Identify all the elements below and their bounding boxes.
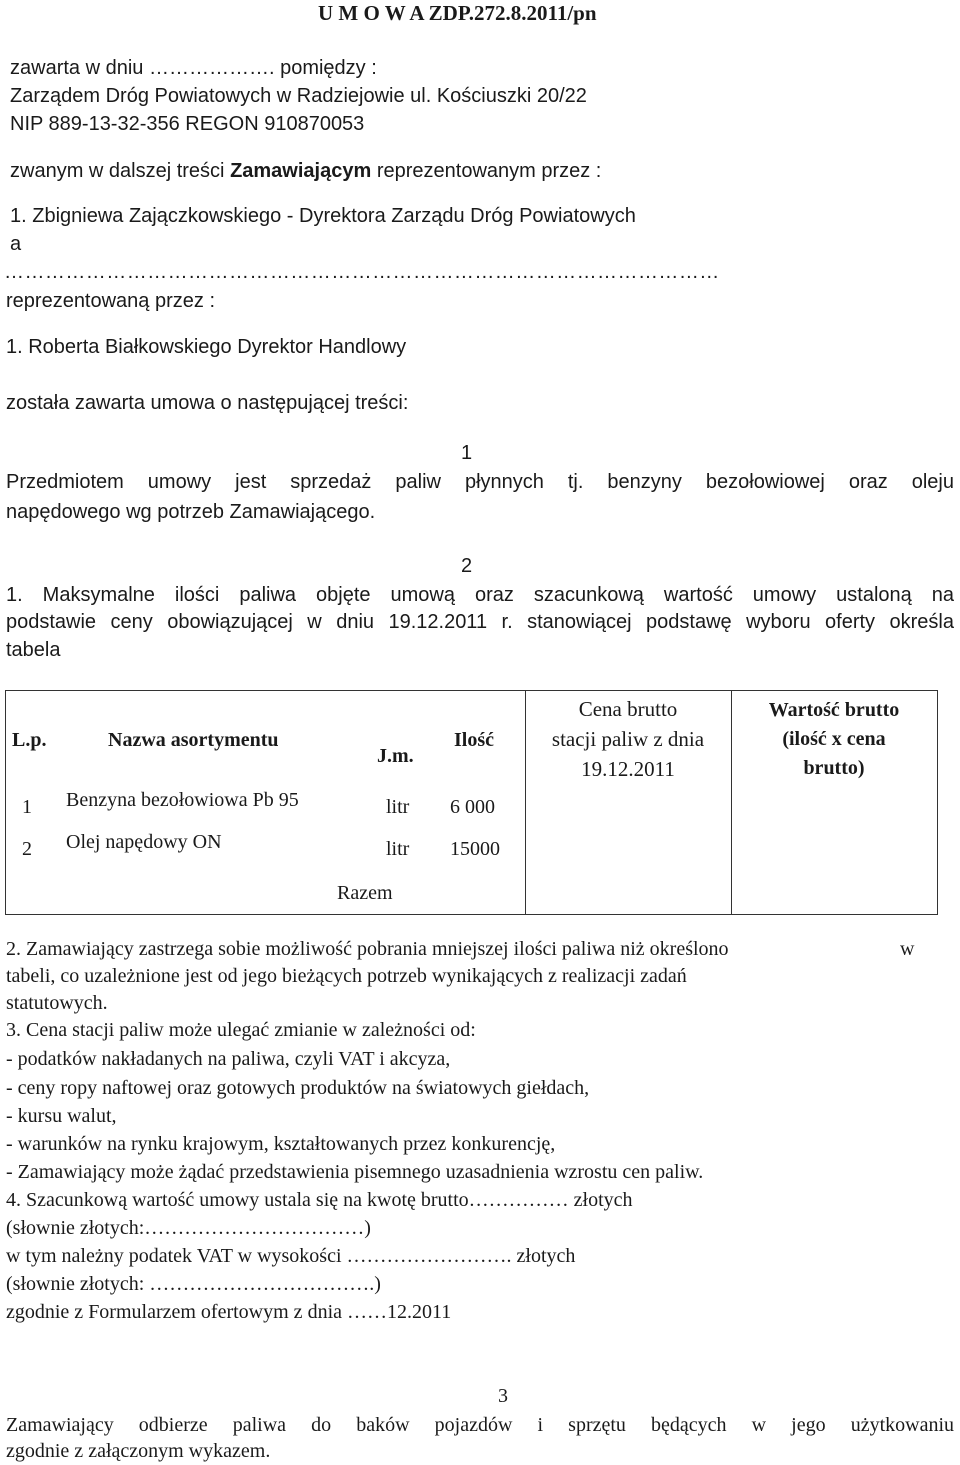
section-3-text-line1: Zamawiający odbierze paliwa do baków pojazdów i sprzętu będących w jego użytkowaniu: [6, 1414, 954, 1436]
table-header-price: Cena brutto stacji paliw z dnia 19.12.2011: [551, 697, 705, 781]
section-2-text-line3: tabela: [6, 639, 61, 661]
table-row-2-name: Olej napędowy ON: [66, 831, 222, 853]
bullet-exchange-rate: - kursu walut,: [6, 1105, 117, 1127]
table-row-2-unit: litr: [386, 838, 410, 860]
document-title: U M O W A ZDP.272.8.2011/pn: [318, 1, 597, 25]
intro-representative-line: 1. Zbigniewa Zajączkowskiego - Dyrektora Zarządu Dróg Powiatowych: [10, 205, 636, 227]
section-2-mark: 2: [461, 555, 473, 577]
section-2-text-line2: podstawie ceny obowiązującej w dniu 19.12.2011 r. stanowiącej podstawę wyboru oferty określa: [6, 611, 954, 633]
table-header-lp: L.p.: [12, 729, 47, 751]
bullet-taxes: - podatków nakładanych na paliwa, czyli VAT i akcyza,: [6, 1048, 451, 1070]
table-header-value: Wartość brutto (ilość x cena brutto): [768, 699, 900, 779]
para-2-w: w: [900, 938, 915, 960]
intro-reprezentowana-line: reprezentowaną przez :: [6, 290, 216, 312]
intro-contract-line: została zawarta umowa o następującej treści:: [6, 392, 409, 414]
para-4-words: (słownie złotych:……………………………): [6, 1217, 371, 1239]
para-4-form-date: zgodnie z Formularzem ofertowym z dnia ……12.2011: [6, 1301, 452, 1323]
intro-nip-line: NIP 889-13-32-356 REGON 910870053: [10, 113, 365, 135]
para-4-value: 4. Szacunkową wartość umowy ustala się na kwotę brutto…………… złotych: [6, 1189, 633, 1211]
intro-party-line: Zarządem Dróg Powiatowych w Radziejowie ul. Kościuszki 20/22: [10, 85, 587, 107]
table-row-1-unit: litr: [386, 796, 410, 818]
table-row-1-qty: 6 000: [450, 796, 495, 818]
intro-date-line: zawarta w dniu ………………. pomiędzy :: [10, 57, 377, 79]
section-2-text-line1: 1. Maksymalne ilości paliwa objęte umową oraz szacunkową wartość umowy ustaloną na: [6, 584, 954, 606]
intro-dots-line: ……………………………………………………………………………………………: [4, 261, 720, 283]
section-1-text-line1: Przedmiotem umowy jest sprzedaż paliw płynnych tj. benzyny bezołowiowej oraz oleju: [6, 471, 954, 493]
table-row-1-lp: 1: [22, 796, 32, 818]
section-3-mark: 3: [498, 1385, 508, 1407]
section-3-text-line2: zgodnie z załączonym wykazem.: [6, 1440, 271, 1462]
para-2-line1: 2. Zamawiający zastrzega sobie możliwość pobrania mniejszej ilości paliwa niż określono: [6, 938, 729, 960]
para-4-vat: w tym należny podatek VAT w wysokości ……………………. złotych: [6, 1245, 576, 1267]
bullet-oil-prices: - ceny ropy naftowej oraz gotowych produktów na światowych giełdach,: [6, 1077, 590, 1099]
table-row-2-qty: 15000: [450, 838, 500, 860]
table-row-2-lp: 2: [22, 838, 32, 860]
table-header-name: Nazwa asortymentu: [108, 729, 279, 751]
intro-seller-rep-line: 1. Roberta Białkowskiego Dyrektor Handlowy: [6, 336, 407, 358]
bullet-market: - warunków na rynku krajowym, kształtowanych przez konkurencję,: [6, 1133, 556, 1155]
section-1-text-line2: napędowego wg potrzeb Zamawiającego.: [6, 501, 376, 523]
intro-a-line: a: [10, 233, 22, 255]
table-total-label: Razem: [337, 882, 393, 904]
bullet-justification: - Zamawiający może żądać przedstawienia pisemnego uzasadnienia wzrostu cen paliw.: [6, 1161, 704, 1183]
table-row-1-name: Benzyna bezołowiowa Pb 95: [66, 789, 299, 811]
intro-zamawiajacy-line: zwanym w dalszej treści Zamawiającym reprezentowanym przez :: [10, 160, 602, 182]
para-3: 3. Cena stacji paliw może ulegać zmianie w zależności od:: [6, 1019, 476, 1041]
para-4-vat-words: (słownie złotych: …………………………….): [6, 1273, 381, 1295]
para-2-line2: tabeli, co uzależnione jest od jego bieżących potrzeb wynikających z realizacji zadań: [6, 965, 687, 987]
table-header-unit: J.m.: [377, 745, 414, 767]
para-2-line3: statutowych.: [6, 992, 108, 1014]
table-header-qty: Ilość: [454, 729, 494, 751]
section-1-mark: 1: [461, 442, 473, 464]
